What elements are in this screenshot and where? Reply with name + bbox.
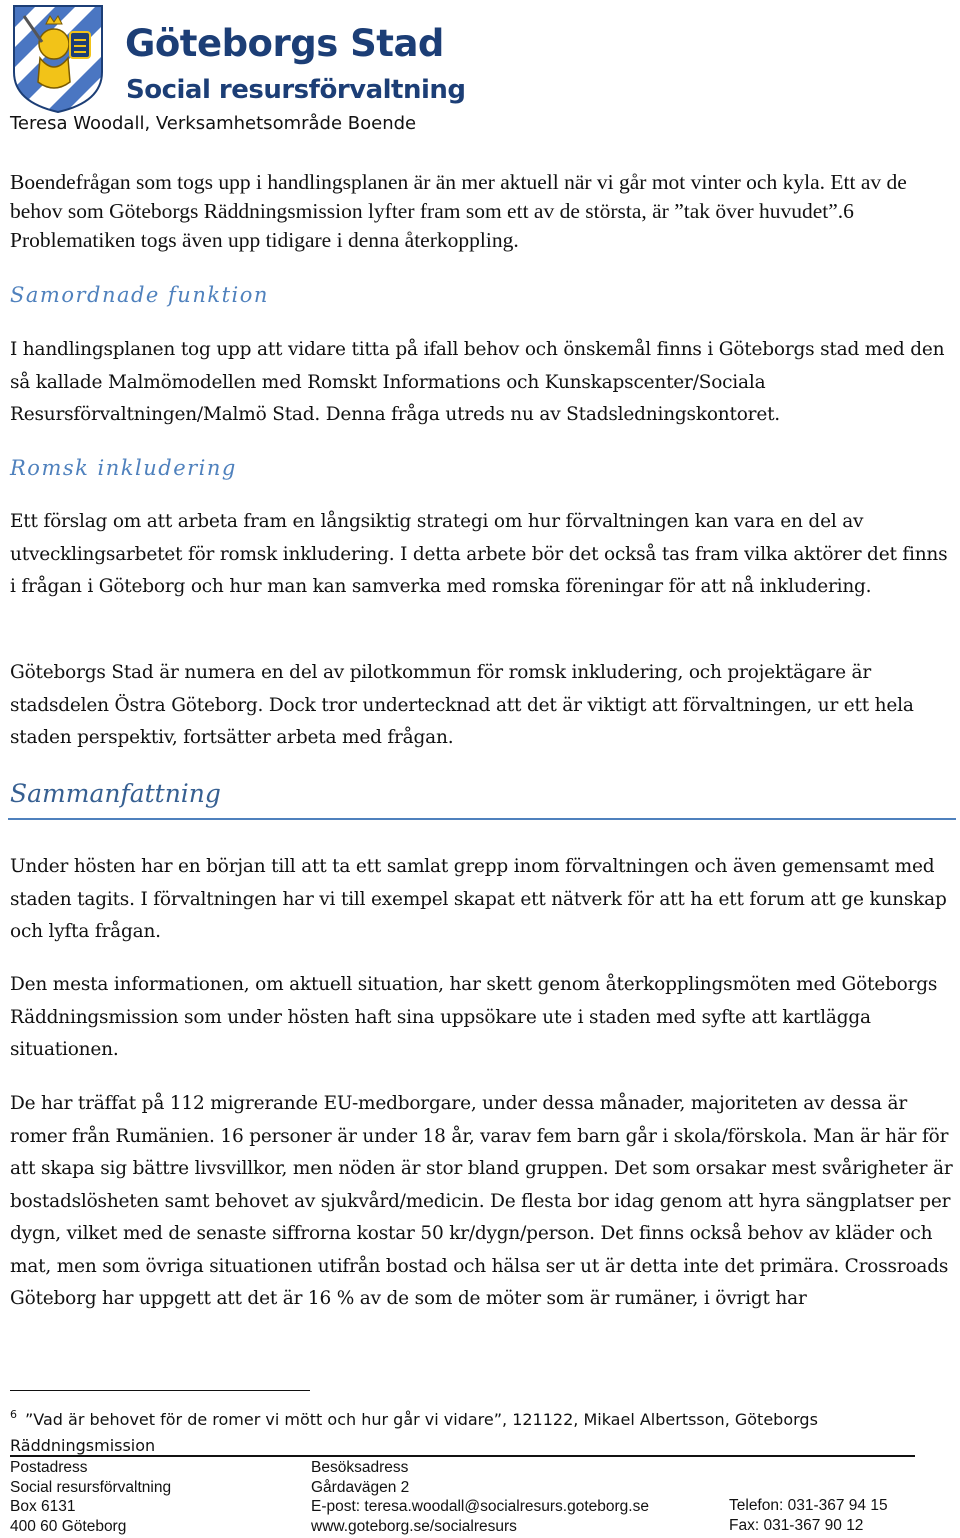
footer-contact bbox=[729, 1496, 888, 1535]
section-heading-samordnade: Samordnade funktion bbox=[10, 283, 269, 307]
fax-number: Fax: 031-367 90 12 bbox=[729, 1516, 864, 1534]
postal-org: Social resursförvaltning bbox=[10, 1478, 172, 1496]
footer-postal-address bbox=[10, 1458, 171, 1536]
footnote-number: 6 bbox=[10, 1408, 17, 1421]
visit-label: Besöksadress bbox=[311, 1459, 409, 1476]
romsk-paragraph-1: Ett förslag om att arbeta fram en långsiktig strategi om hur förvaltningen kan vara en del av utvecklingsarbetet för romsk inkludering. I detta arbete bör det också tas fram vilka aktörer det finns i frågan i Göteborg och hur man kan samverka med romska föreningar för att nå inkludering. bbox=[10, 511, 948, 597]
heading-underline bbox=[8, 818, 956, 820]
website-link[interactable]: www.goteborg.se/socialresurs bbox=[311, 1517, 517, 1535]
postal-box: Box 6131 bbox=[10, 1498, 76, 1515]
section-heading-sammanfattning: Sammanfattning bbox=[10, 779, 221, 808]
sammanfattning-paragraph-3: De har träffat på 112 migrerande EU-medborgare, under dessa månader, majoriteten av dessa är romer från Rumänien. 16 personer är under 18 år, varav fem barn går i skola/förskola. Man är här för att skapa sig bättre livsvillkor, men nöden är stor bland gruppen. Det som orsakar mest svårigheter är bostadslösheten samt behovet av sjukvård/medicin. De flesta bor idag genom att hyra sängplatser per dygn, vilket med de senaste siffrorna kostar 50 kr/dygn/person. Det finns också behov av kläder och mat, men som övriga situationen utifrån bostad och hälsa ser ut är detta inte det primära. Crossroads Göteborg har uppgett att det är 16 % av de som de möter som är rumäner, i övrigt har bbox=[10, 1093, 953, 1309]
organization-name: Göteborgs Stad bbox=[125, 22, 444, 65]
phone-number: Telefon: 031-367 94 15 bbox=[729, 1497, 888, 1514]
email-link[interactable]: E-post: teresa.woodall@socialresurs.goteborg.se bbox=[311, 1498, 649, 1515]
romsk-paragraph-2: Göteborgs Stad är numera en del av pilotkommun för romsk inkludering, och projektägare är stadsdelen Östra Göteborg. Dock tror undertecknad att det är viktigt att förvaltningen, ur ett hela staden perspektiv, fortsätter arbeta med frågan. bbox=[10, 662, 914, 748]
footnote-text: ”Vad är behovet för de romer vi mött och hur går vi vidare”, 121122, Mikael Albertsson, Göteborgs Räddningsmission bbox=[10, 1410, 818, 1455]
footer-visit-address bbox=[311, 1458, 649, 1536]
author-line: Teresa Woodall, Verksamhetsområde Boende bbox=[10, 113, 417, 134]
organization-department: Social resursförvaltning bbox=[126, 75, 466, 105]
sammanfattning-paragraph-2: Den mesta informationen, om aktuell situation, har skett genom återkopplingsmöten med Göteborgs Räddningsmission som under hösten haft sina uppsökare ute i staden med syfte att kartlägga situationen. bbox=[10, 974, 938, 1060]
footnote-separator bbox=[10, 1390, 310, 1391]
footer-separator bbox=[10, 1455, 915, 1457]
footnote bbox=[10, 1402, 910, 1459]
postal-label: Postadress bbox=[10, 1459, 88, 1476]
intro-paragraph: Boendefrågan som togs upp i handlingsplanen är än mer aktuell när vi går mot vinter och kyla. Ett av de behov som Göteborgs Räddningsmission lyfter fram som ett av de största, är ”tak över huvudet”.6 Problematiken togs även upp tidigare i denna återkoppling. bbox=[10, 170, 907, 252]
samordnade-paragraph: I handlingsplanen tog upp att vidare titta på ifall behov och önskemål finns i Göteborgs stad med den så kallade Malmömodellen med Romskt Informations och Kunskapscenter/Sociala Resursförvaltningen/Malmö Stad. Denna fråga utreds nu av Stadsledningskontoret. bbox=[10, 339, 945, 425]
visit-street: Gårdavägen 2 bbox=[311, 1478, 410, 1496]
sammanfattning-paragraph-1: Under hösten har en början till att ta ett samlat grepp inom förvaltningen och även gemensamt med staden tagits. I förvaltningen har vi till exempel skapat ett nätverk för att ha ett forum att ge kunskap och lyfta frågan. bbox=[10, 856, 947, 942]
section-heading-romsk: Romsk inkludering bbox=[10, 456, 237, 480]
coat-of-arms-logo-icon bbox=[10, 2, 106, 114]
postal-city: 400 60 Göteborg bbox=[10, 1517, 127, 1535]
